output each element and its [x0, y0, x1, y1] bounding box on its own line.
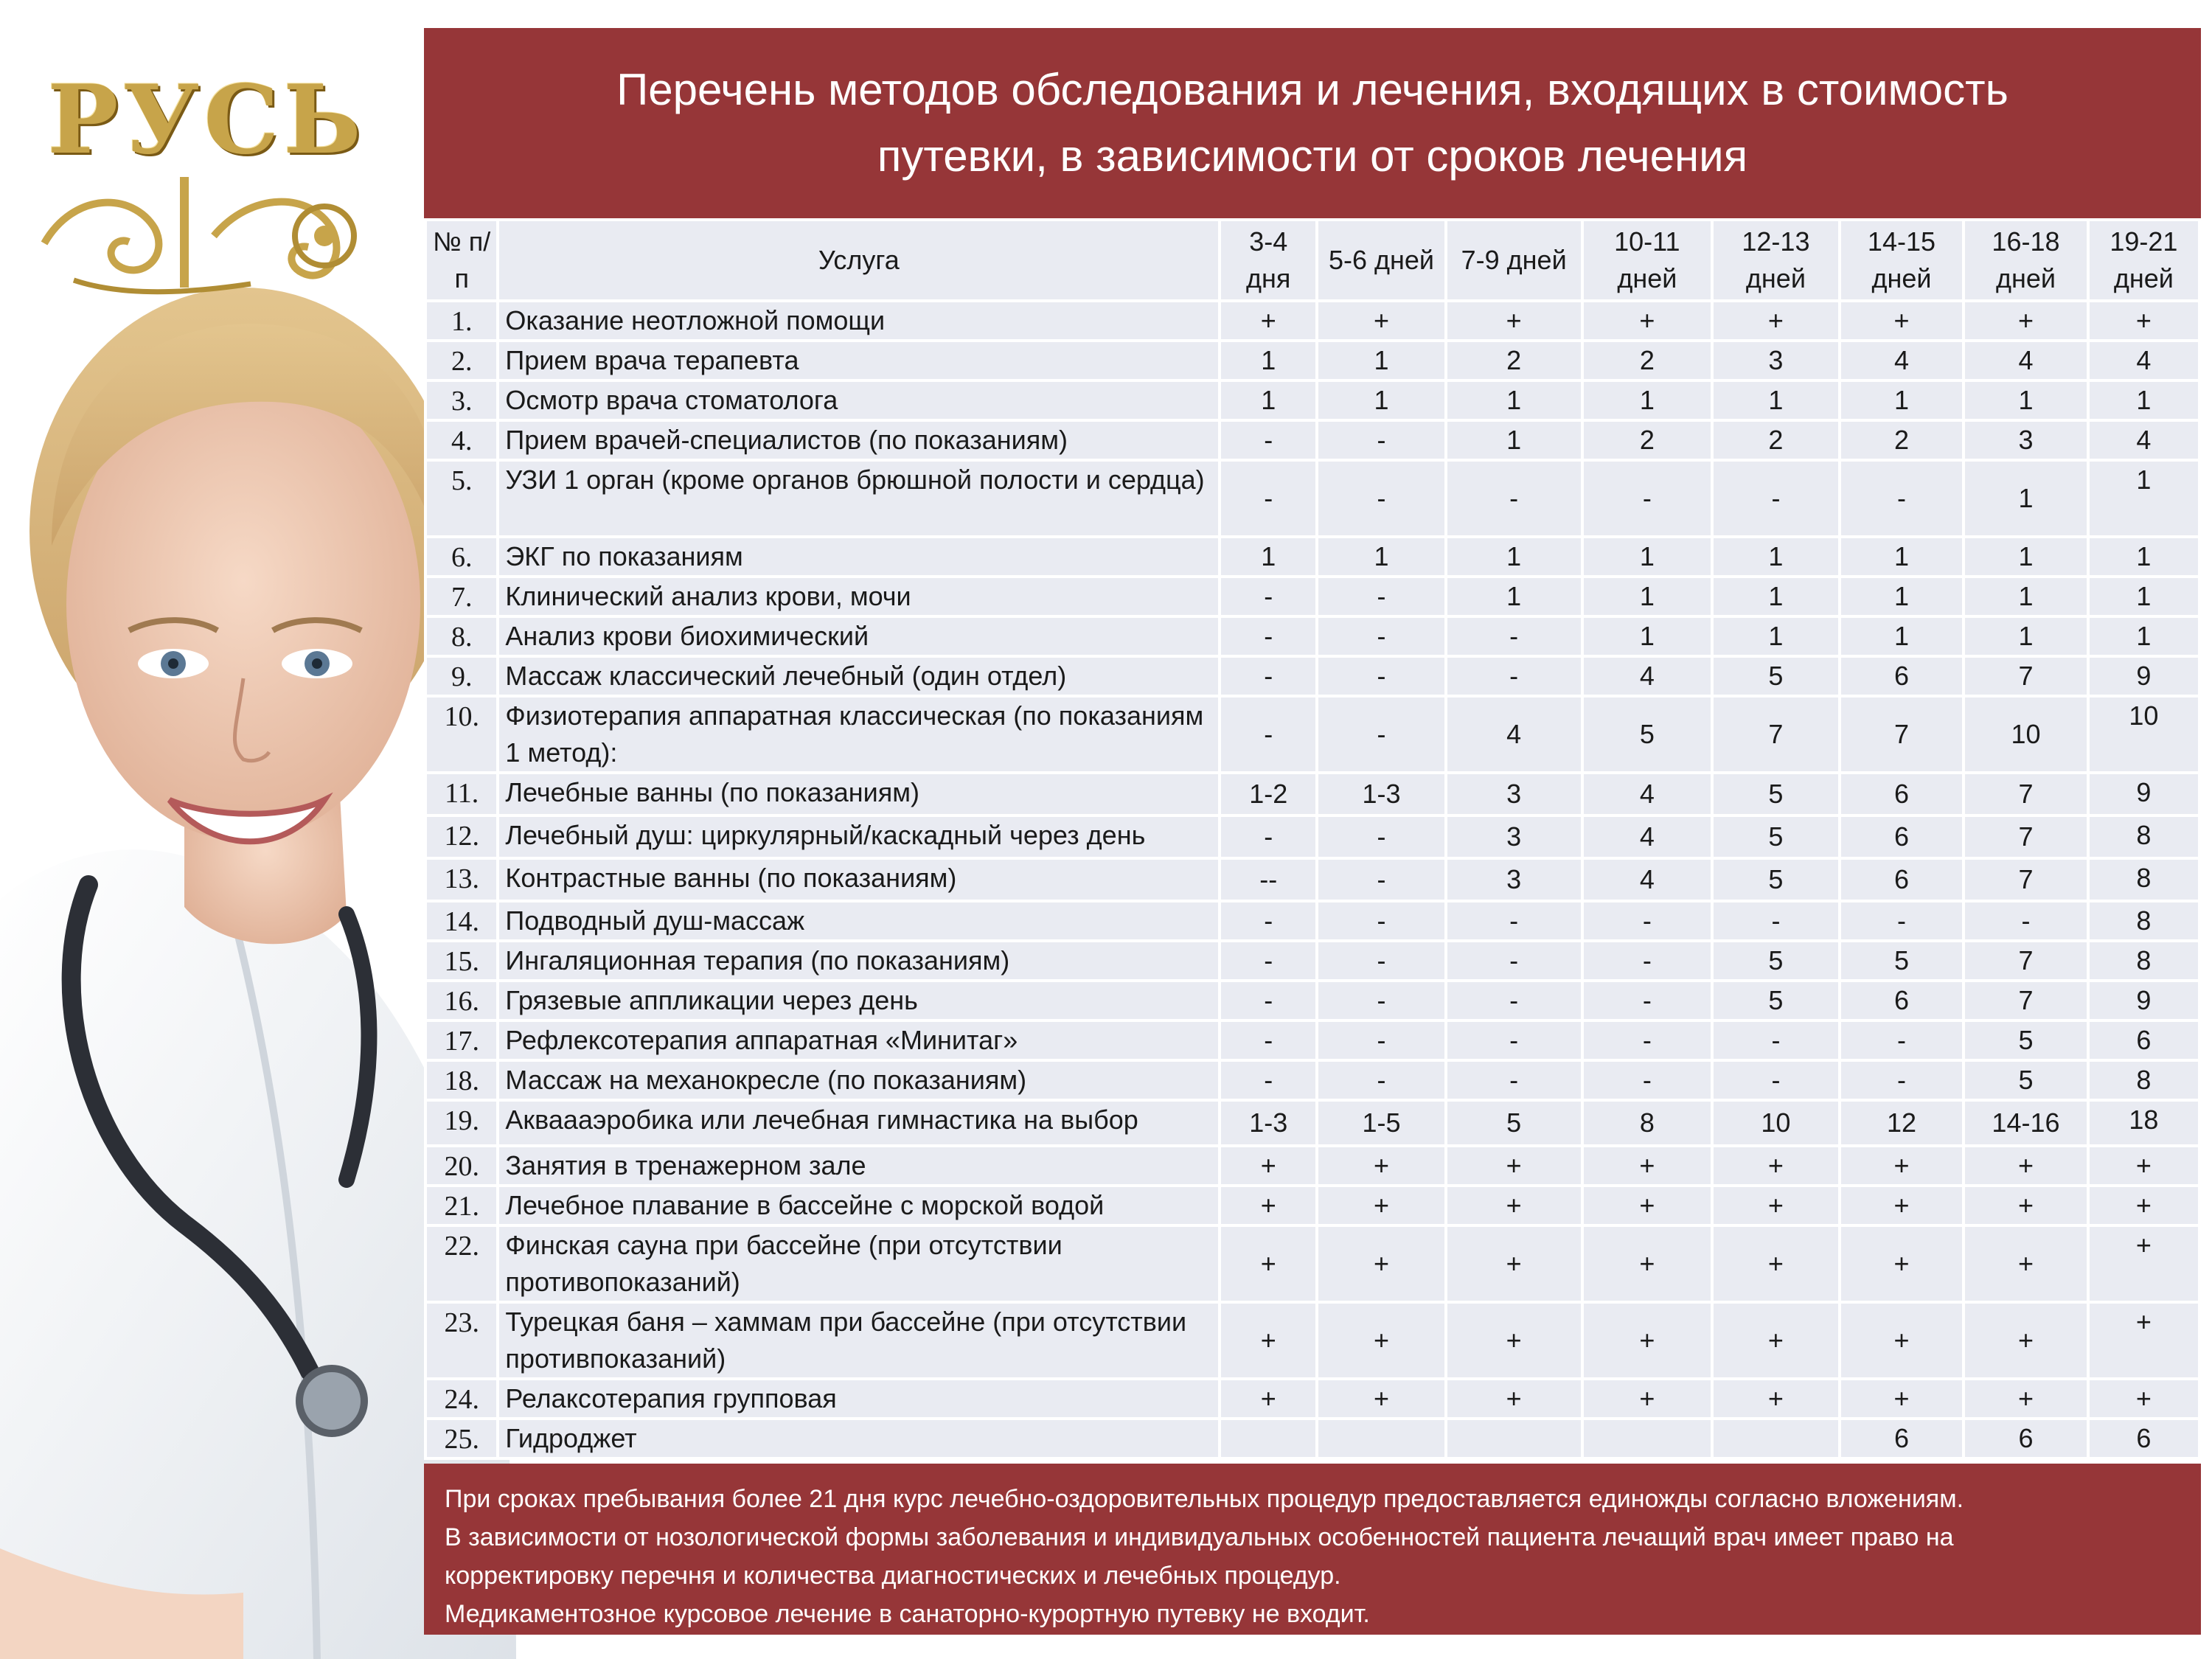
- service-quantity: 7: [1714, 698, 1838, 771]
- service-quantity: 1: [1841, 382, 1963, 419]
- service-quantity: +: [1447, 1147, 1581, 1184]
- row-number: 18.: [427, 1062, 496, 1099]
- service-quantity: -: [1221, 698, 1315, 771]
- column-header: 12-13 дней: [1714, 221, 1838, 299]
- service-quantity: -: [1221, 982, 1315, 1019]
- service-name: Релаксотерапия групповая: [499, 1380, 1218, 1417]
- service-quantity: -: [1447, 658, 1581, 695]
- service-name: Контрастные ванны (по показаниям): [499, 860, 1218, 900]
- table-row: [427, 1147, 2198, 1184]
- service-quantity: -: [1318, 860, 1444, 900]
- service-quantity: 1-3: [1318, 774, 1444, 814]
- service-quantity: 5: [1714, 774, 1838, 814]
- service-quantity: -: [1447, 462, 1581, 535]
- row-number: 25.: [427, 1420, 496, 1457]
- service-quantity: -: [1584, 1022, 1711, 1059]
- service-quantity: 8: [1584, 1102, 1711, 1144]
- service-quantity: 1: [1584, 382, 1711, 419]
- service-name: Прием врачей-специалистов (по показаниям): [499, 422, 1218, 459]
- service-quantity: -: [1221, 1062, 1315, 1099]
- services-table: [424, 218, 2201, 1460]
- service-quantity: -: [1447, 1022, 1581, 1059]
- service-name: Анализ крови биохимический: [499, 618, 1218, 655]
- service-quantity: 1: [2090, 618, 2198, 655]
- service-quantity: +: [1841, 1304, 1963, 1377]
- service-quantity: 1: [1221, 538, 1315, 575]
- column-header: 7-9 дней: [1447, 221, 1581, 299]
- service-quantity: -: [1841, 462, 1963, 535]
- row-number: 12.: [427, 817, 496, 857]
- table-row: [427, 422, 2198, 459]
- service-quantity: 2: [1841, 422, 1963, 459]
- service-quantity: 8: [2090, 902, 2198, 939]
- service-quantity: 5: [1714, 982, 1838, 1019]
- row-number: 10.: [427, 698, 496, 771]
- service-quantity: 1: [1584, 618, 1711, 655]
- service-quantity: +: [1221, 1147, 1315, 1184]
- service-quantity: +: [1841, 302, 1963, 339]
- service-quantity: +: [1714, 1304, 1838, 1377]
- service-quantity: -: [1965, 902, 2087, 939]
- service-quantity: -: [1221, 1022, 1315, 1059]
- service-quantity: +: [1965, 302, 2087, 339]
- service-quantity: 7: [1965, 942, 2087, 979]
- service-name: Финская сауна при бассейне (при отсутствии противопоказаний): [499, 1227, 1218, 1301]
- service-quantity: 1: [1221, 382, 1315, 419]
- service-quantity: -: [1714, 1022, 1838, 1059]
- service-name: Грязевые аппликации через день: [499, 982, 1218, 1019]
- service-name: Массаж на механокресле (по показаниям): [499, 1062, 1218, 1099]
- service-quantity: 1-3: [1221, 1102, 1315, 1144]
- table-row: [427, 342, 2198, 379]
- service-quantity: +: [1447, 1304, 1581, 1377]
- service-quantity: 9: [2090, 774, 2198, 814]
- service-quantity: [1447, 1420, 1581, 1457]
- service-quantity: 4: [1965, 342, 2087, 379]
- column-header: № п/п: [427, 221, 496, 299]
- service-quantity: -: [1318, 902, 1444, 939]
- service-quantity: 6: [1841, 1420, 1963, 1457]
- table-row: [427, 1304, 2198, 1377]
- service-quantity: +: [1584, 302, 1711, 339]
- service-quantity: -: [1318, 982, 1444, 1019]
- table-row: [427, 302, 2198, 339]
- service-quantity: 4: [1584, 774, 1711, 814]
- service-quantity: -: [1221, 578, 1315, 615]
- service-quantity: 1: [1447, 382, 1581, 419]
- service-quantity: -: [1714, 462, 1838, 535]
- table-header-row: [427, 221, 2198, 299]
- service-name: Лечебный душ: циркулярный/каскадный через день: [499, 817, 1218, 857]
- service-quantity: -: [1447, 942, 1581, 979]
- service-quantity: 4: [1841, 342, 1963, 379]
- service-quantity: +: [1221, 302, 1315, 339]
- service-quantity: -: [1714, 902, 1838, 939]
- service-quantity: 6: [1841, 860, 1963, 900]
- service-quantity: -: [1221, 658, 1315, 695]
- service-quantity: +: [1841, 1380, 1963, 1417]
- service-quantity: -: [1221, 902, 1315, 939]
- row-number: 20.: [427, 1147, 496, 1184]
- table-row: [427, 382, 2198, 419]
- service-quantity: -: [1841, 1062, 1963, 1099]
- service-quantity: 1: [1841, 538, 1963, 575]
- service-quantity: -: [1221, 618, 1315, 655]
- service-quantity: 1: [2090, 382, 2198, 419]
- table-row: [427, 1102, 2198, 1144]
- service-quantity: 5: [1447, 1102, 1581, 1144]
- service-quantity: -: [1221, 817, 1315, 857]
- service-quantity: +: [1318, 1227, 1444, 1301]
- service-name: Турецкая баня – хаммам при бассейне (при отсутствии противпоказаний): [499, 1304, 1218, 1377]
- table-row: [427, 462, 2198, 535]
- service-name: Подводный душ-массаж: [499, 902, 1218, 939]
- service-quantity: -: [1318, 422, 1444, 459]
- footer-line: Медикаментозное курсовое лечение в санаторно-курортную путевку не входит.: [445, 1600, 1370, 1628]
- service-quantity: 5: [1965, 1062, 2087, 1099]
- service-quantity: 3: [1447, 817, 1581, 857]
- service-name: Акваааэробика или лечебная гимнастика на выбор: [499, 1102, 1218, 1144]
- table-row: [427, 698, 2198, 771]
- service-quantity: -: [1447, 1062, 1581, 1099]
- service-quantity: 1: [2090, 538, 2198, 575]
- service-quantity: 14-16: [1965, 1102, 2087, 1144]
- column-header: 16-18 дней: [1965, 221, 2087, 299]
- service-quantity: 5: [1584, 698, 1711, 771]
- service-quantity: +: [2090, 1227, 2198, 1301]
- logo: [29, 52, 383, 302]
- service-quantity: -: [1841, 1022, 1963, 1059]
- service-quantity: 6: [1841, 774, 1963, 814]
- service-quantity: -: [1318, 618, 1444, 655]
- table-row: [427, 860, 2198, 900]
- service-name: Оказание неотложной помощи: [499, 302, 1218, 339]
- service-quantity: 12: [1841, 1102, 1963, 1144]
- row-number: 4.: [427, 422, 496, 459]
- service-quantity: -: [1318, 817, 1444, 857]
- footer-line: корректировку перечня и количества диагностических и лечебных процедур.: [445, 1562, 1341, 1590]
- table-row: [427, 578, 2198, 615]
- service-name: Гидроджет: [499, 1420, 1218, 1457]
- column-header: 3-4 дня: [1221, 221, 1315, 299]
- service-quantity: +: [2090, 1187, 2198, 1224]
- column-header: 10-11 дней: [1584, 221, 1711, 299]
- table-row: [427, 618, 2198, 655]
- service-quantity: 1: [1714, 538, 1838, 575]
- service-quantity: -: [1447, 982, 1581, 1019]
- column-header: Услуга: [499, 221, 1218, 299]
- service-name: Массаж классический лечебный (один отдел): [499, 658, 1218, 695]
- service-quantity: 5: [1714, 658, 1838, 695]
- service-quantity: +: [1841, 1227, 1963, 1301]
- service-quantity: 1: [1318, 342, 1444, 379]
- service-quantity: 1: [1714, 578, 1838, 615]
- service-quantity: +: [1447, 1380, 1581, 1417]
- row-number: 15.: [427, 942, 496, 979]
- service-name: Прием врача терапевта: [499, 342, 1218, 379]
- service-quantity: 18: [2090, 1102, 2198, 1144]
- service-quantity: 1: [1841, 618, 1963, 655]
- service-quantity: [1714, 1420, 1838, 1457]
- service-quantity: 1: [1965, 578, 2087, 615]
- service-quantity: +: [1584, 1304, 1711, 1377]
- service-quantity: 5: [1714, 860, 1838, 900]
- service-quantity: 2: [1584, 342, 1711, 379]
- row-number: 24.: [427, 1380, 496, 1417]
- service-quantity: 4: [2090, 422, 2198, 459]
- service-quantity: +: [1584, 1147, 1711, 1184]
- service-quantity: 1: [1965, 538, 2087, 575]
- service-quantity: -: [1221, 942, 1315, 979]
- service-quantity: +: [1714, 1187, 1838, 1224]
- row-number: 6.: [427, 538, 496, 575]
- service-quantity: +: [1318, 1380, 1444, 1417]
- service-quantity: -: [1841, 902, 1963, 939]
- row-number: 3.: [427, 382, 496, 419]
- service-quantity: 6: [1965, 1420, 2087, 1457]
- service-quantity: -: [1318, 942, 1444, 979]
- service-quantity: 4: [1447, 698, 1581, 771]
- service-quantity: +: [1714, 1380, 1838, 1417]
- table-row: [427, 1022, 2198, 1059]
- row-number: 2.: [427, 342, 496, 379]
- service-name: Осмотр врача стоматолога: [499, 382, 1218, 419]
- table-row: [427, 902, 2198, 939]
- footer-line: При сроках пребывания более 21 дня курс лечебно-оздоровительных процедур предоставляется единожды согласно вложениям.: [445, 1485, 1964, 1513]
- table-row: [427, 658, 2198, 695]
- service-quantity: 8: [2090, 1062, 2198, 1099]
- service-name: Ингаляционная терапия (по показаниям): [499, 942, 1218, 979]
- footer-note: [424, 1464, 2201, 1635]
- service-quantity: +: [1584, 1187, 1711, 1224]
- service-quantity: [1221, 1420, 1315, 1457]
- service-quantity: 1: [1584, 578, 1711, 615]
- service-quantity: 6: [2090, 1420, 2198, 1457]
- service-quantity: 4: [1584, 860, 1711, 900]
- service-quantity: 1-5: [1318, 1102, 1444, 1144]
- row-number: 1.: [427, 302, 496, 339]
- service-quantity: -: [1318, 1062, 1444, 1099]
- service-quantity: +: [1965, 1304, 2087, 1377]
- service-quantity: +: [1841, 1187, 1963, 1224]
- service-quantity: +: [2090, 1304, 2198, 1377]
- service-quantity: -: [1221, 422, 1315, 459]
- service-quantity: +: [1965, 1187, 2087, 1224]
- service-quantity: +: [1965, 1227, 2087, 1301]
- service-quantity: +: [1584, 1227, 1711, 1301]
- service-quantity: 6: [2090, 1022, 2198, 1059]
- service-quantity: +: [2090, 302, 2198, 339]
- row-number: 16.: [427, 982, 496, 1019]
- table-row: [427, 1187, 2198, 1224]
- service-quantity: 2: [1714, 422, 1838, 459]
- service-quantity: 6: [1841, 982, 1963, 1019]
- row-number: 7.: [427, 578, 496, 615]
- service-quantity: 6: [1841, 658, 1963, 695]
- service-quantity: 10: [1965, 698, 2087, 771]
- table-row: [427, 982, 2198, 1019]
- service-quantity: -: [1318, 658, 1444, 695]
- service-quantity: 7: [1841, 698, 1963, 771]
- service-quantity: -: [1584, 982, 1711, 1019]
- service-quantity: -: [1318, 578, 1444, 615]
- service-quantity: 1: [1318, 538, 1444, 575]
- service-name: Занятия в тренажерном зале: [499, 1147, 1218, 1184]
- row-number: 19.: [427, 1102, 496, 1144]
- row-number: 5.: [427, 462, 496, 535]
- service-quantity: 8: [2090, 942, 2198, 979]
- service-quantity: -: [1584, 942, 1711, 979]
- service-quantity: +: [1447, 1187, 1581, 1224]
- service-quantity: +: [1318, 302, 1444, 339]
- service-quantity: 1: [2090, 578, 2198, 615]
- table-row: [427, 817, 2198, 857]
- service-name: УЗИ 1 орган (кроме органов брюшной полости и сердца): [499, 462, 1218, 535]
- service-quantity: 1: [1447, 422, 1581, 459]
- service-quantity: 6: [1841, 817, 1963, 857]
- service-quantity: 1: [1841, 578, 1963, 615]
- service-quantity: 10: [1714, 1102, 1838, 1144]
- row-number: 8.: [427, 618, 496, 655]
- service-quantity: 1: [1447, 578, 1581, 615]
- service-quantity: -: [1584, 1062, 1711, 1099]
- service-quantity: 1: [1584, 538, 1711, 575]
- service-quantity: 3: [1965, 422, 2087, 459]
- service-quantity: +: [1714, 302, 1838, 339]
- row-number: 17.: [427, 1022, 496, 1059]
- ornament-icon: [29, 162, 383, 302]
- table-row: [427, 1227, 2198, 1301]
- service-quantity: 5: [1841, 942, 1963, 979]
- service-quantity: 2: [1447, 342, 1581, 379]
- service-quantity: -: [1318, 462, 1444, 535]
- service-quantity: 3: [1714, 342, 1838, 379]
- service-quantity: +: [1447, 1227, 1581, 1301]
- service-quantity: +: [2090, 1147, 2198, 1184]
- service-quantity: +: [1965, 1380, 2087, 1417]
- service-quantity: +: [1584, 1380, 1711, 1417]
- service-quantity: --: [1221, 860, 1315, 900]
- service-name: Клинический анализ крови, мочи: [499, 578, 1218, 615]
- service-quantity: +: [1318, 1147, 1444, 1184]
- column-header: 14-15 дней: [1841, 221, 1963, 299]
- row-number: 22.: [427, 1227, 496, 1301]
- service-quantity: +: [1221, 1304, 1315, 1377]
- service-quantity: -: [1221, 462, 1315, 535]
- service-quantity: 2: [1584, 422, 1711, 459]
- service-quantity: 8: [2090, 860, 2198, 900]
- service-quantity: 1: [1965, 618, 2087, 655]
- service-quantity: [1584, 1420, 1711, 1457]
- row-number: 23.: [427, 1304, 496, 1377]
- service-name: Рефлексотерапия аппаратная «Минитаг»: [499, 1022, 1218, 1059]
- table-row: [427, 1062, 2198, 1099]
- service-quantity: +: [1965, 1147, 2087, 1184]
- service-quantity: 1: [1714, 618, 1838, 655]
- service-quantity: +: [2090, 1380, 2198, 1417]
- row-number: 9.: [427, 658, 496, 695]
- service-quantity: 4: [2090, 342, 2198, 379]
- service-quantity: 9: [2090, 658, 2198, 695]
- service-quantity: 1: [1714, 382, 1838, 419]
- service-quantity: -: [1714, 1062, 1838, 1099]
- service-quantity: 3: [1447, 774, 1581, 814]
- table-row: [427, 1420, 2198, 1457]
- service-quantity: 5: [1714, 817, 1838, 857]
- table-row: [427, 942, 2198, 979]
- service-quantity: 1-2: [1221, 774, 1315, 814]
- service-quantity: [1318, 1420, 1444, 1457]
- service-quantity: 5: [1965, 1022, 2087, 1059]
- service-quantity: 9: [2090, 982, 2198, 1019]
- service-quantity: 3: [1447, 860, 1581, 900]
- service-quantity: 7: [1965, 774, 2087, 814]
- service-quantity: +: [1221, 1227, 1315, 1301]
- service-quantity: 1: [1318, 382, 1444, 419]
- service-quantity: 1: [1965, 462, 2087, 535]
- service-quantity: 1: [1965, 382, 2087, 419]
- service-quantity: 7: [1965, 860, 2087, 900]
- row-number: 14.: [427, 902, 496, 939]
- service-quantity: 1: [1447, 538, 1581, 575]
- service-quantity: 10: [2090, 698, 2198, 771]
- service-quantity: -: [1447, 618, 1581, 655]
- table-row: [427, 538, 2198, 575]
- service-name: Лечебные ванны (по показаниям): [499, 774, 1218, 814]
- service-quantity: 1: [2090, 462, 2198, 535]
- service-quantity: 1: [1221, 342, 1315, 379]
- column-header: 5-6 дней: [1318, 221, 1444, 299]
- row-number: 13.: [427, 860, 496, 900]
- service-quantity: +: [1714, 1147, 1838, 1184]
- service-name: Лечебное плавание в бассейне с морской водой: [499, 1187, 1218, 1224]
- service-quantity: 4: [1584, 817, 1711, 857]
- service-quantity: 7: [1965, 658, 2087, 695]
- service-quantity: 8: [2090, 817, 2198, 857]
- column-header: 19-21 дней: [2090, 221, 2198, 299]
- service-quantity: -: [1318, 698, 1444, 771]
- service-name: ЭКГ по показаниям: [499, 538, 1218, 575]
- page-title: Перечень методов обследования и лечения, входящих в стоимость путевки, в зависимости от сроков лечения: [616, 65, 2008, 181]
- service-quantity: -: [1584, 902, 1711, 939]
- service-quantity: 7: [1965, 982, 2087, 1019]
- service-quantity: +: [1447, 302, 1581, 339]
- logo-text: РУСЬ: [47, 65, 366, 175]
- table-row: [427, 1380, 2198, 1417]
- service-quantity: -: [1318, 1022, 1444, 1059]
- service-quantity: +: [1841, 1147, 1963, 1184]
- service-quantity: +: [1221, 1380, 1315, 1417]
- header-banner: [424, 28, 2201, 218]
- footer-line: В зависимости от нозологической формы заболевания и индивидуальных особенностей пациента лечащий врач имеет право на: [445, 1523, 1954, 1551]
- service-name: Физиотерапия аппаратная классическая (по показаниям 1 метод):: [499, 698, 1218, 771]
- service-quantity: 7: [1965, 817, 2087, 857]
- row-number: 11.: [427, 774, 496, 814]
- service-quantity: +: [1318, 1187, 1444, 1224]
- service-quantity: +: [1318, 1304, 1444, 1377]
- service-quantity: +: [1221, 1187, 1315, 1224]
- service-quantity: -: [1447, 902, 1581, 939]
- table-row: [427, 774, 2198, 814]
- service-quantity: -: [1584, 462, 1711, 535]
- service-quantity: 4: [1584, 658, 1711, 695]
- service-quantity: +: [1714, 1227, 1838, 1301]
- row-number: 21.: [427, 1187, 496, 1224]
- service-quantity: 5: [1714, 942, 1838, 979]
